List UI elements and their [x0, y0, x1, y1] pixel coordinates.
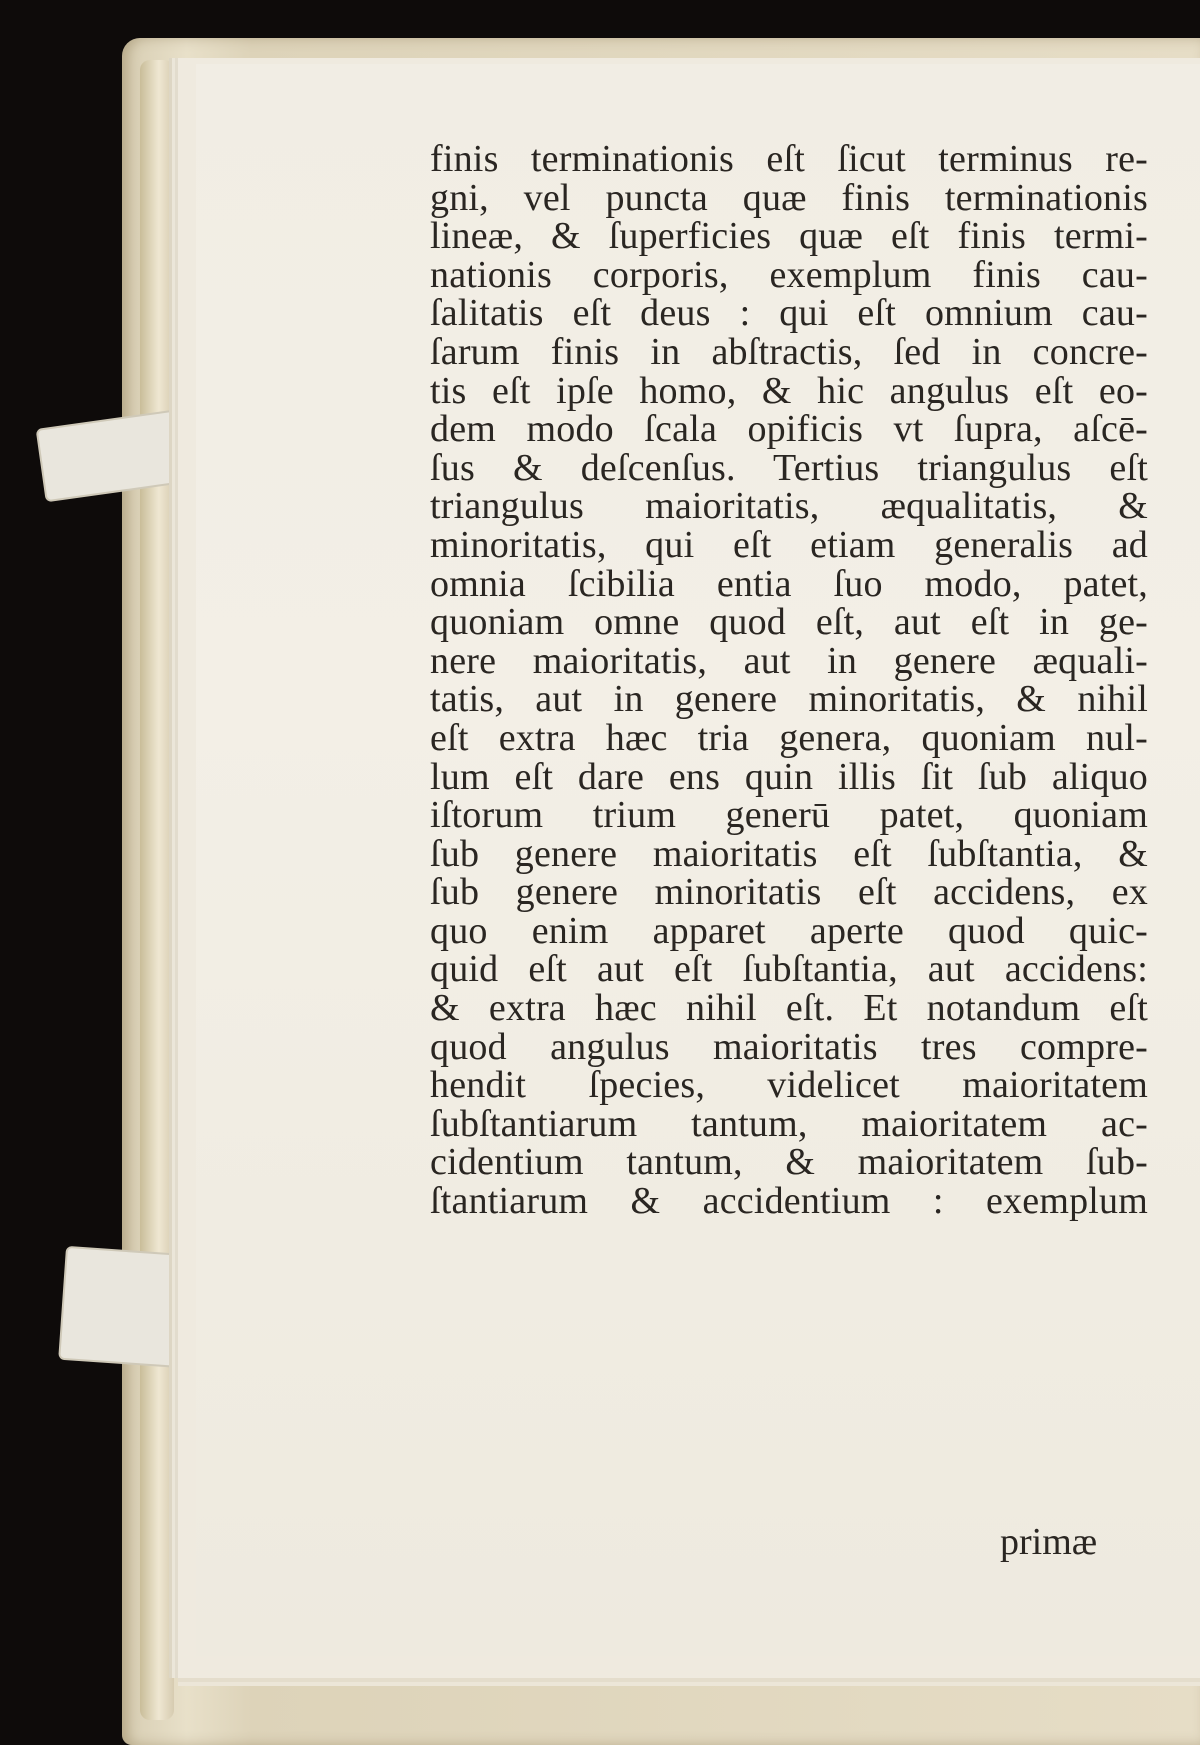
text-line: lineæ, & ſuperficies quæ eſt finis termi-: [430, 215, 1148, 258]
text-line: iſtorum trium generū patet, quoniam: [430, 794, 1148, 837]
text-line: quod angulus maioritatis tres compre-: [430, 1025, 1148, 1068]
text-line: omnia ſcibilia entia ſuo modo, patet,: [430, 562, 1148, 605]
text-line: quo enim apparet aperte quod quic-: [430, 909, 1148, 952]
text-line: tatis, aut in genere minoritatis, & nihil: [430, 678, 1148, 721]
text-line: nere maioritatis, aut in genere æquali-: [430, 639, 1148, 682]
text-line: nationis corporis, exemplum finis cau-: [430, 253, 1148, 296]
page-text: [430, 140, 1148, 1221]
text-line: lum eſt dare ens quin illis ſit ſub aliquo: [430, 755, 1148, 798]
text-line: dem modo ſcala opificis vt ſupra, aſcē-: [430, 408, 1148, 451]
text-line: quid eſt aut eſt ſubſtantia, aut accidens:: [430, 948, 1148, 991]
text-line: quoniam omne quod eſt, aut eſt in ge-: [430, 601, 1148, 644]
text-line: tis eſt ipſe homo, & hic angulus eſt eo-: [430, 369, 1148, 412]
text-line: ſub genere maioritatis eſt ſubſtantia, &: [430, 832, 1148, 875]
text-line: ſalitatis eſt deus : qui eſt omnium cau-: [430, 292, 1148, 335]
text-line: gni, vel puncta quæ finis terminationis: [430, 176, 1148, 219]
binding-fold: [140, 60, 174, 1720]
text-line: ſtantiarum & accidentium : exemplum: [430, 1180, 1148, 1223]
text-line: & extra hæc nihil eſt. Et notandum eſt: [430, 987, 1148, 1030]
text-line: triangulus maioritatis, æqualitatis, &: [430, 485, 1148, 528]
text-line: finis terminationis eſt ſicut terminus re-: [430, 138, 1148, 180]
text-line: ſub genere minoritatis eſt accidens, ex: [430, 871, 1148, 914]
text-line: ſubſtantiarum tantum, maioritatem ac-: [430, 1102, 1148, 1145]
text-line: cidentium tantum, & maioritatem ſub-: [430, 1141, 1148, 1184]
text-line: ſarum finis in abſtractis, ſed in concre-: [430, 330, 1148, 373]
catchword: primæ: [1000, 1521, 1098, 1563]
text-line: ſus & deſcenſus. Tertius triangulus eſt: [430, 446, 1148, 489]
binding-tie-bottom: [58, 1246, 190, 1368]
text-line: hendit ſpecies, videlicet maioritatem: [430, 1064, 1148, 1107]
text-line: minoritatis, qui eſt etiam generalis ad: [430, 523, 1148, 566]
text-line: eſt extra hæc tria genera, quoniam nul-: [430, 716, 1148, 759]
